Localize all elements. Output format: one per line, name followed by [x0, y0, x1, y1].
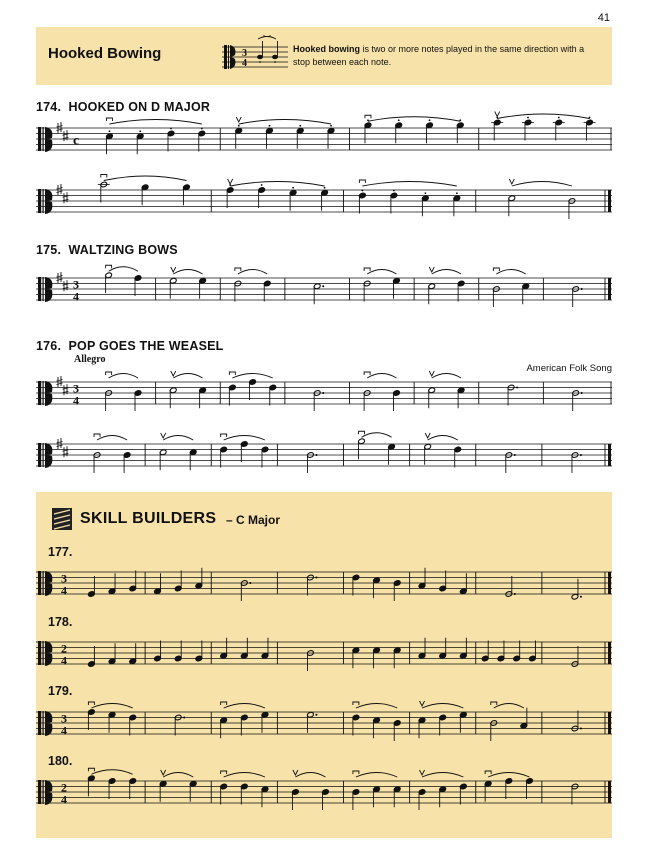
down-bow-mark — [221, 771, 227, 774]
sharp-sign — [63, 192, 69, 203]
alto-clef — [43, 277, 44, 301]
dot — [514, 454, 516, 456]
dot — [315, 714, 317, 716]
sharp-sign — [63, 384, 69, 395]
slur — [91, 770, 132, 775]
staccato-dot — [527, 117, 529, 119]
slur — [432, 374, 461, 379]
slur — [512, 182, 572, 187]
slur — [356, 704, 397, 709]
down-bow-mark — [364, 268, 370, 271]
staccato-dot — [330, 125, 332, 127]
slur — [163, 436, 193, 441]
staccato-dot — [456, 192, 458, 194]
svg-text:4: 4 — [242, 58, 247, 69]
up-bow-mark — [425, 433, 430, 438]
dot — [580, 728, 582, 730]
time-signature: 3 — [73, 381, 79, 396]
music-staff-174-line1 — [36, 112, 612, 172]
down-bow-mark — [106, 118, 112, 121]
sharp-sign — [63, 280, 69, 291]
exercise-title-176: 176. POP GOES THE WEASEL — [36, 339, 224, 353]
time-signature: 4 — [61, 792, 67, 807]
staccato-dot — [429, 119, 431, 121]
alto-clef — [45, 189, 52, 214]
time-signature: 2 — [61, 641, 67, 656]
slur — [362, 182, 456, 187]
music-staff-180 — [36, 765, 612, 825]
staccato-dot — [292, 187, 294, 189]
slur — [224, 704, 265, 709]
staccato-dot — [139, 130, 141, 132]
skill-builders-subtitle: – C Major — [226, 513, 281, 527]
slur — [494, 704, 524, 709]
down-bow-mark — [221, 434, 227, 437]
dot — [315, 454, 317, 456]
sharp-sign — [57, 438, 63, 449]
down-bow-mark — [364, 372, 370, 375]
sharp-sign — [57, 184, 63, 195]
down-bow-mark — [485, 771, 491, 774]
slur — [428, 436, 458, 441]
svg-text:3: 3 — [242, 48, 247, 59]
slur — [238, 270, 267, 275]
down-bow-mark — [493, 268, 499, 271]
staccato-dot — [170, 128, 172, 130]
exercise-label-178: 178. — [48, 615, 73, 629]
slur — [362, 433, 392, 438]
dot — [322, 392, 324, 394]
slur — [104, 176, 187, 181]
slur — [239, 120, 331, 125]
music-staff-174-line2 — [36, 174, 612, 234]
definition-term: Hooked bowing — [293, 44, 360, 54]
dot — [581, 288, 583, 290]
slur — [368, 117, 460, 122]
alto-clef — [43, 711, 44, 735]
alto-clef — [38, 780, 41, 804]
down-bow-mark — [88, 702, 94, 705]
up-bow-mark — [161, 770, 166, 775]
alto-clef — [43, 127, 44, 151]
alto-clef — [43, 641, 44, 665]
final-barline — [608, 642, 611, 664]
slur — [367, 374, 396, 379]
slur — [422, 704, 463, 709]
up-bow-mark — [171, 371, 176, 376]
staccato-dot — [269, 125, 271, 127]
down-bow-mark — [235, 268, 241, 271]
up-bow-mark — [509, 179, 514, 184]
music-staff-178 — [36, 626, 612, 686]
exercise-label-179: 179. — [48, 684, 73, 698]
staccato-dot — [238, 125, 240, 127]
time-signature: 3 — [61, 711, 67, 726]
time-signature: 4 — [61, 583, 67, 598]
time-signature: 4 — [73, 393, 79, 408]
music-staff-176-line2 — [36, 428, 612, 488]
up-bow-mark — [171, 267, 176, 272]
alto-clef — [38, 127, 41, 151]
hooked-bowing-example-staff — [222, 35, 292, 77]
slur — [109, 374, 138, 379]
time-signature: 4 — [61, 723, 67, 738]
down-bow-mark — [365, 115, 371, 118]
staccato-dot — [558, 117, 560, 119]
exercise-label-177: 177. — [48, 545, 73, 559]
dot — [249, 582, 251, 584]
down-bow-mark — [101, 175, 107, 178]
time-signature: 4 — [61, 653, 67, 668]
up-bow-mark — [420, 770, 425, 775]
slur — [224, 436, 265, 441]
down-bow-mark — [491, 702, 497, 705]
staccato-dot — [424, 192, 426, 194]
down-bow-mark — [353, 702, 359, 705]
skill-builders-title: SKILL BUILDERS — [80, 510, 217, 527]
alto-clef — [45, 780, 52, 805]
slur — [497, 114, 589, 119]
alto-clef — [38, 381, 41, 405]
slur — [224, 773, 265, 778]
exercise-title-175: 175. WALTZING BOWS — [36, 243, 178, 257]
tempo-marking: Allegro — [74, 354, 106, 365]
music-staff-177 — [36, 556, 612, 616]
definition-body: is two or more notes played in the same direction with a stop between each note. — [293, 44, 585, 67]
alto-clef — [38, 571, 41, 595]
staccato-dot — [361, 190, 363, 192]
slur — [295, 773, 325, 778]
down-bow-mark — [221, 702, 227, 705]
definition-text — [293, 43, 598, 69]
slur — [356, 773, 397, 778]
dot — [315, 577, 317, 579]
alto-clef — [43, 381, 44, 405]
slur — [97, 436, 127, 441]
staccato-dot — [261, 184, 263, 186]
slur — [173, 374, 202, 379]
alto-clef — [45, 127, 52, 152]
slur — [496, 270, 525, 275]
up-bow-mark — [495, 112, 500, 117]
sharp-sign — [57, 272, 63, 283]
slur — [173, 270, 202, 275]
time-signature: 3 — [61, 571, 67, 586]
up-bow-mark — [228, 179, 233, 184]
down-bow-mark — [359, 180, 365, 183]
music-staff-176-line1 — [36, 366, 612, 426]
final-barline — [608, 572, 611, 594]
alto-clef — [38, 443, 41, 467]
alto-clef — [43, 571, 44, 595]
alto-clef — [45, 381, 52, 406]
staccato-dot — [324, 187, 326, 189]
page-number: 41 — [597, 12, 610, 24]
up-bow-mark — [293, 770, 298, 775]
alto-clef — [43, 780, 44, 804]
staccato-dot — [398, 119, 400, 121]
down-bow-mark — [353, 771, 359, 774]
down-bow-mark — [229, 372, 235, 375]
alto-clef — [45, 571, 52, 596]
down-bow-mark — [106, 265, 112, 268]
alto-clef — [38, 641, 41, 665]
down-bow-mark — [88, 768, 94, 771]
slur — [488, 773, 529, 778]
sharp-sign — [57, 376, 63, 387]
down-bow-mark — [359, 431, 365, 434]
up-bow-mark — [420, 701, 425, 706]
up-bow-mark — [161, 433, 166, 438]
staccato-dot — [299, 125, 301, 127]
music-staff-175 — [36, 262, 612, 322]
sharp-sign — [63, 446, 69, 457]
slur — [109, 267, 138, 272]
sharp-sign — [63, 130, 69, 141]
slur — [422, 773, 463, 778]
time-signature: 2 — [61, 780, 67, 795]
staccato-dot — [109, 130, 111, 132]
skill-builders-icon — [50, 506, 74, 532]
final-barline — [608, 781, 611, 803]
up-bow-mark — [429, 371, 434, 376]
slur — [230, 182, 324, 187]
dot — [322, 285, 324, 287]
dot — [183, 717, 185, 719]
slur — [367, 270, 396, 275]
down-bow-mark — [94, 434, 100, 437]
dot — [580, 454, 582, 456]
slur — [163, 773, 193, 778]
slur — [432, 270, 461, 275]
dot — [516, 387, 518, 389]
definition-title: Hooked Bowing — [48, 45, 162, 62]
alto-clef — [43, 443, 44, 467]
music-staff-179 — [36, 696, 612, 756]
time-signature: 4 — [73, 289, 79, 304]
slur — [232, 374, 272, 379]
up-bow-mark — [429, 267, 434, 272]
up-bow-mark — [236, 117, 241, 122]
alto-clef — [45, 641, 52, 666]
alto-clef — [45, 277, 52, 302]
alto-clef — [38, 189, 41, 213]
alto-clef — [45, 711, 52, 736]
down-bow-mark — [106, 372, 112, 375]
dot — [581, 392, 583, 394]
final-barline — [608, 712, 611, 734]
common-time: c — [73, 133, 80, 149]
alto-clef — [45, 443, 52, 468]
final-barline — [608, 278, 611, 300]
slur — [91, 704, 132, 709]
sharp-sign — [57, 122, 63, 133]
final-barline — [608, 190, 611, 212]
alto-clef — [38, 711, 41, 735]
composer-credit: American Folk Song — [526, 363, 612, 374]
staccato-dot — [393, 190, 395, 192]
dot — [514, 593, 516, 595]
exercise-label-180: 180. — [48, 754, 73, 768]
staccato-dot — [201, 128, 203, 130]
alto-clef — [43, 189, 44, 213]
time-signature: 3 — [73, 277, 79, 292]
slur — [109, 120, 201, 125]
dot — [580, 596, 582, 598]
definition-box — [36, 27, 612, 85]
alto-clef — [38, 277, 41, 301]
final-barline — [608, 444, 611, 466]
exercise-title-174: 174. HOOKED ON D MAJOR — [36, 100, 211, 114]
